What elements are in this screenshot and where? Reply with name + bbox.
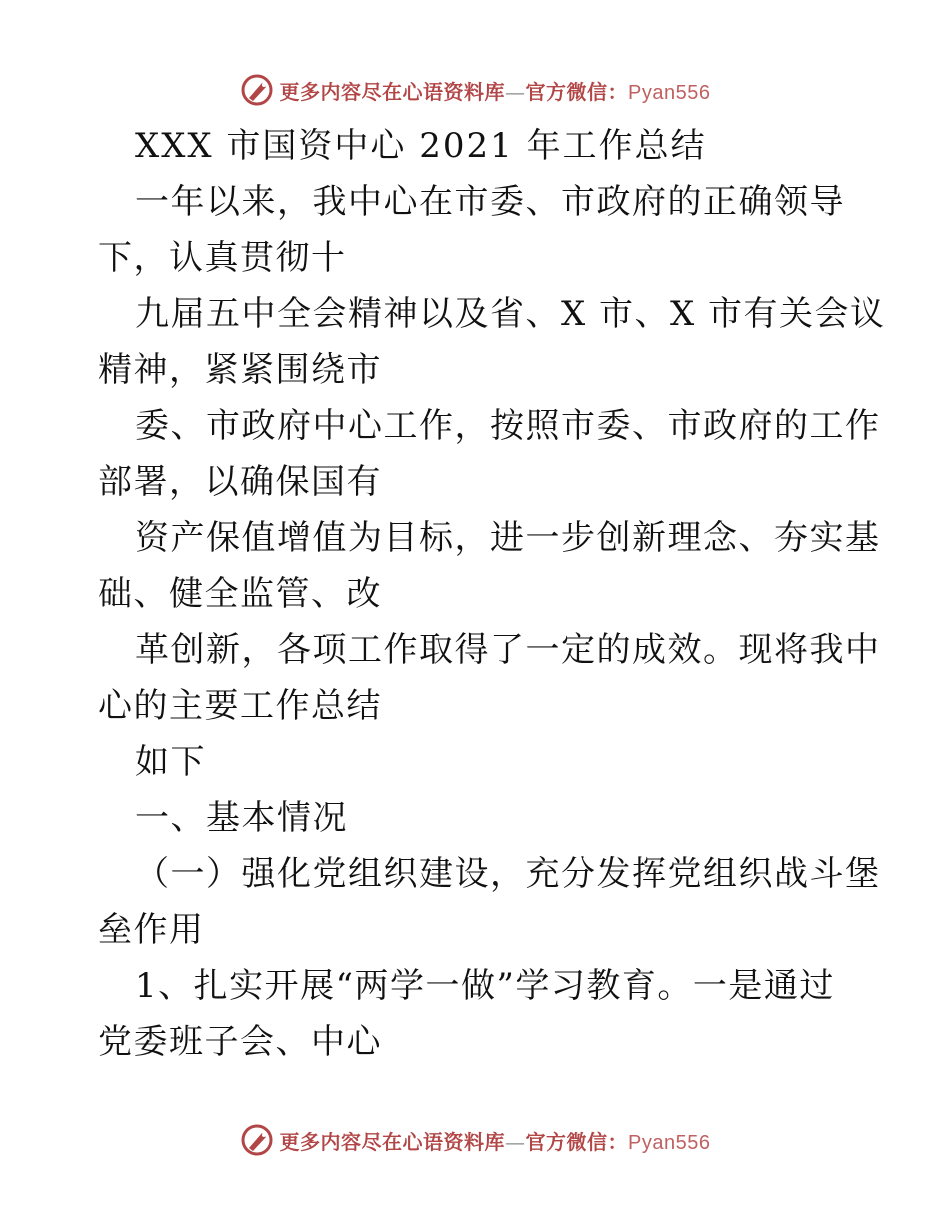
watermark-text: 更多内容尽在心语资料库—官方微信：Pyan556 (279, 1129, 711, 1154)
paragraph-line: 革创新，各项工作取得了一定的成效。现将我中 (135, 630, 881, 670)
paragraph-line: 资产保值增值为目标，进一步创新理念、夯实基 (135, 518, 881, 558)
watermark-footer (0, 1120, 950, 1160)
subsection-heading: （一）强化党组织建设，充分发挥党组织战斗堡 (135, 854, 881, 894)
paragraph-line: 础、健全监管、改 (98, 574, 382, 614)
paragraph-line: 下，认真贯彻十 (98, 238, 347, 278)
paragraph-line: 如下 (135, 742, 206, 782)
watermark-text: 更多内容尽在心语资料库—官方微信：Pyan556 (279, 79, 711, 104)
paragraph-line: 九届五中全会精神以及省、X 市、X 市有关会议 (135, 294, 886, 334)
paragraph-line: 心的主要工作总结 (98, 686, 382, 726)
watermark-header (0, 70, 950, 110)
subsection-heading-continued: 垒作用 (98, 910, 205, 950)
paragraph-line: 党委班子会、中心 (98, 1022, 382, 1062)
section-heading: 一、基本情况 (135, 798, 348, 838)
paragraph-line: 部署，以确保国有 (98, 462, 382, 502)
paragraph-line: 1、扎实开展“两学一做”学习教育。一是通过 (135, 966, 835, 1006)
paragraph-line: 一年以来，我中心在市委、市政府的正确领导 (135, 182, 845, 222)
paragraph-line: 委、市政府中心工作，按照市委、市政府的工作 (135, 406, 881, 446)
paragraph-line: 精神，紧紧围绕市 (98, 350, 382, 390)
pen-logo-icon (240, 73, 274, 107)
document-title: XXX 市国资中心 2021 年工作总结 (135, 126, 707, 166)
pen-logo-icon (240, 1123, 274, 1157)
document-body (98, 118, 886, 1070)
